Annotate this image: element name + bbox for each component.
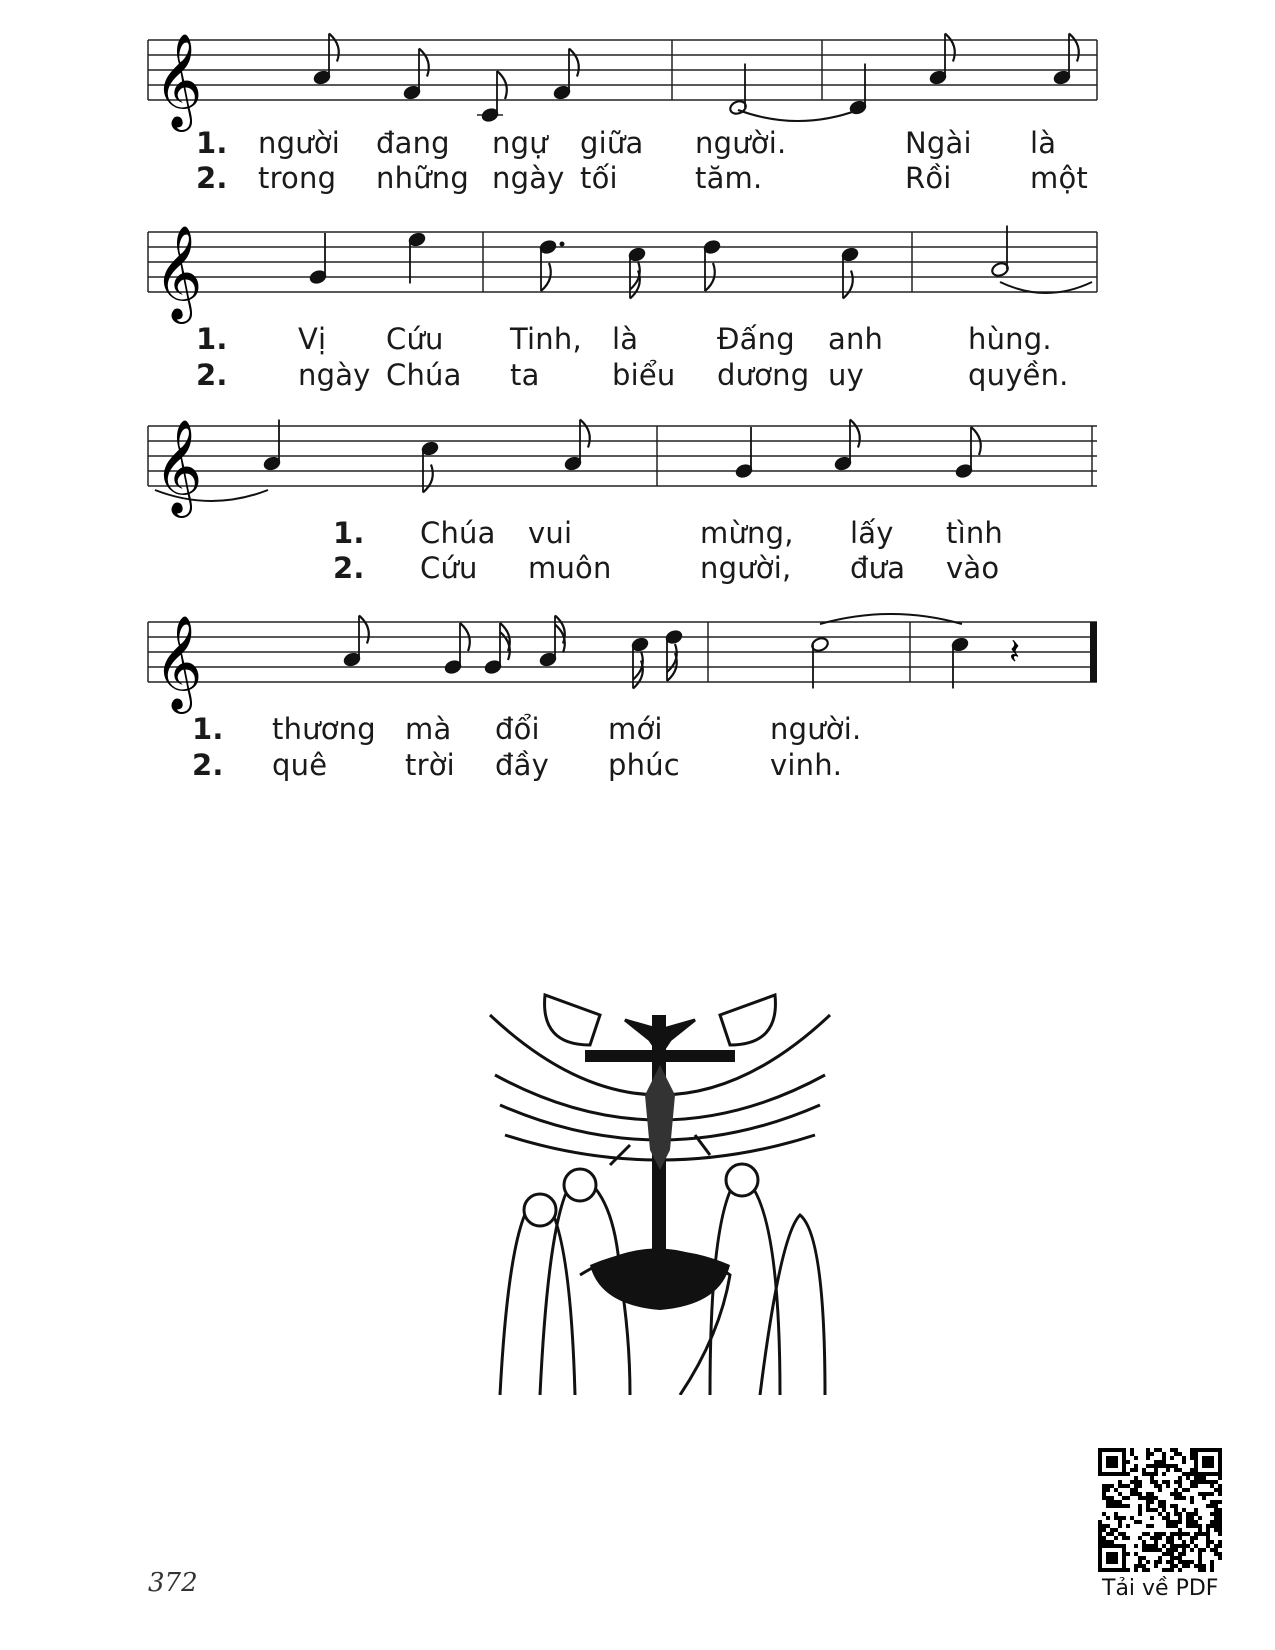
lyric-syllable: người. [770, 712, 862, 746]
note [262, 420, 281, 472]
lyric-syllable: là [612, 322, 639, 356]
crucifixion-illustration [480, 975, 840, 1395]
note [702, 239, 721, 291]
note [312, 34, 338, 86]
note [477, 71, 507, 123]
verse-number: 1. [196, 322, 228, 356]
lyric-syllable: trời [405, 748, 455, 782]
lyric-syllable: lấy [850, 516, 894, 550]
final-barline [1090, 622, 1097, 682]
lyric-syllable: Đấng [717, 322, 795, 356]
lyric-syllable: vinh. [770, 748, 843, 782]
lyric-syllable: đầy [495, 748, 549, 782]
note [342, 616, 368, 668]
note [402, 49, 428, 101]
lyric-syllable: đưa [850, 551, 906, 585]
page-number: 372 [148, 1568, 198, 1598]
treble-clef-icon: 𝄞 [154, 419, 203, 514]
verse-number: 1. [192, 712, 224, 746]
lyric-syllable: tối [580, 161, 618, 195]
lyric-syllable: ngự [492, 126, 548, 160]
lyric-syllable: uy [828, 358, 864, 392]
treble-clef-icon: 𝄞 [154, 225, 203, 320]
lyric-syllable: đang [376, 126, 450, 160]
lyric-syllable: ta [510, 358, 540, 392]
lyric-syllable: Cứu [420, 551, 478, 585]
lyric-syllable: là [1030, 126, 1057, 160]
lyric-syllable: Vị [298, 322, 327, 356]
lyric-syllable: người. [695, 126, 787, 160]
lyric-syllable: quê [272, 748, 328, 782]
note [833, 420, 859, 472]
lyric-syllable: phúc [608, 748, 680, 782]
treble-clef-icon: 𝄞 [154, 33, 203, 128]
staff-3 [148, 419, 1097, 518]
qr-code[interactable] [1098, 1448, 1222, 1572]
lyric-syllable: người [258, 126, 340, 160]
lyric-syllable: Chúa [420, 516, 496, 550]
lyric-syllable: Ngài [905, 126, 972, 160]
lyric-syllable: dương [717, 358, 810, 392]
lyric-syllable: Chúa [386, 358, 462, 392]
note [552, 49, 578, 101]
note [630, 636, 649, 688]
verse-number: 1. [333, 516, 365, 550]
note [538, 616, 564, 668]
lyric-syllable: Rồi [905, 161, 952, 195]
download-pdf-link[interactable]: Tải về PDF [1102, 1576, 1219, 1601]
treble-clef-icon: 𝄞 [154, 615, 203, 710]
note [563, 420, 589, 472]
note [810, 636, 829, 688]
lyric-syllable: Cứu [386, 322, 444, 356]
note [420, 440, 439, 492]
tie [738, 110, 858, 121]
lyric-syllable: anh [828, 322, 884, 356]
lyric-syllable: tình [946, 516, 1003, 550]
note [848, 64, 867, 116]
sheet-music [0, 0, 1275, 820]
note [407, 231, 426, 283]
verse-number: 2. [196, 161, 228, 195]
lyric-syllable: biểu [612, 358, 676, 392]
lyric-syllable: thương [272, 712, 376, 746]
note [840, 246, 859, 298]
note [734, 427, 753, 479]
verse-number: 1. [196, 126, 228, 160]
lyric-syllable: mới [608, 712, 663, 746]
quarter-rest: 𝄽 [1009, 632, 1021, 673]
lyric-syllable: Tinh, [510, 322, 582, 356]
staff-4 [148, 615, 1097, 714]
lyric-syllable: mà [405, 712, 452, 746]
staff-1 [148, 33, 1097, 132]
lyric-syllable: ngày [492, 161, 565, 195]
lyric-syllable: mừng, [700, 516, 794, 550]
note [1052, 34, 1078, 86]
lyric-syllable: giữa [580, 126, 644, 160]
lyric-syllable: đổi [495, 712, 540, 746]
lyric-syllable: vào [946, 551, 1000, 585]
lyric-syllable: vui [528, 516, 573, 550]
lyric-syllable: tăm. [695, 161, 763, 195]
verse-number: 2. [196, 358, 228, 392]
note [990, 226, 1009, 278]
note [664, 629, 683, 681]
note [627, 246, 646, 298]
lyric-syllable: những [376, 161, 469, 195]
lyric-syllable: muôn [528, 551, 612, 585]
note [950, 636, 969, 688]
lyric-syllable: trong [258, 161, 337, 195]
note [728, 64, 747, 116]
verse-number: 2. [192, 748, 224, 782]
lyric-syllable: một [1030, 161, 1088, 195]
lyric-syllable: người, [700, 551, 792, 585]
lyric-syllable: ngày [298, 358, 371, 392]
verse-number: 2. [333, 551, 365, 585]
note [308, 233, 327, 285]
lyric-syllable: hùng. [968, 322, 1052, 356]
note [928, 34, 954, 86]
staff-2 [148, 225, 1097, 324]
lyric-syllable: quyền. [968, 358, 1069, 392]
